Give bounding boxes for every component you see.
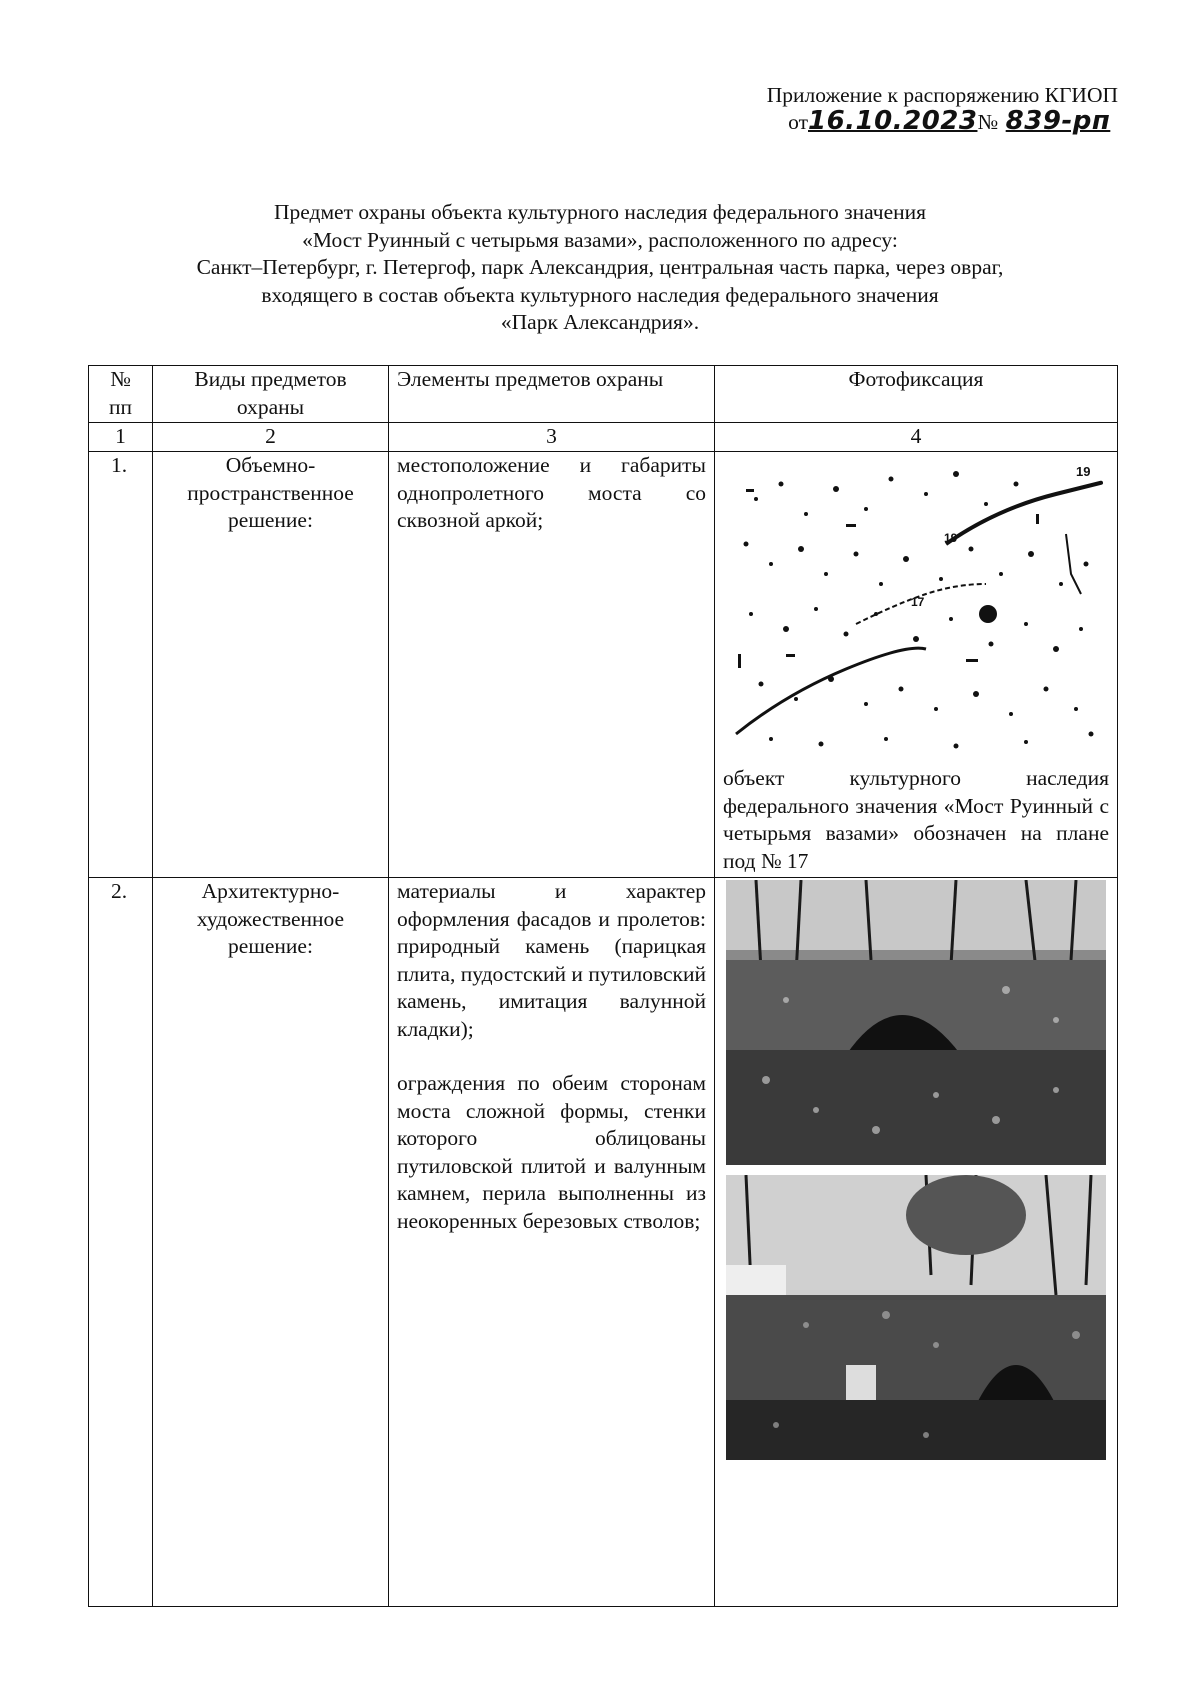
title-line-5: «Парк Александрия».: [500, 310, 700, 334]
row-photo: [715, 452, 1118, 878]
index-cell: 2: [153, 423, 389, 452]
header-elements: Элементы предметов охраны: [389, 366, 715, 423]
protection-table: [88, 365, 1118, 1607]
title-line-3: Санкт–Петербург, г. Петергоф, парк Александрия, центральная часть парка, через овраг,: [196, 255, 1004, 279]
row-number: 1.: [89, 452, 153, 878]
appendix-line: Приложение к распоряжению КГИОП: [766, 83, 1118, 107]
handwritten-date: 16.10.2023: [808, 106, 978, 136]
header-num: № пп: [89, 366, 153, 423]
handwritten-number: 839-рп: [1005, 106, 1111, 136]
map-label-17: 17: [911, 595, 925, 609]
header-block: [767, 82, 1118, 135]
order-line: [767, 108, 1118, 135]
row-type: Архитектурно-художественное решение:: [153, 878, 389, 1607]
row-photo: [715, 878, 1118, 1607]
site-plan-map: [726, 454, 1106, 759]
header-photo: Фотофиксация: [715, 366, 1118, 423]
row-number: 2.: [89, 878, 153, 1607]
document-title: [120, 199, 1080, 337]
map-label-19: 19: [1076, 464, 1091, 479]
table-row: [89, 878, 1118, 1607]
index-cell: 1: [89, 423, 153, 452]
index-cell: 4: [715, 423, 1118, 452]
row-elements: [389, 878, 715, 1607]
from-prefix: от: [788, 110, 808, 134]
bridge-photo-1: [726, 880, 1106, 1165]
number-sign: №: [977, 110, 998, 134]
element-text: местоположение и габариты однопролетного моста со сквозной аркой;: [397, 453, 706, 532]
row-type: Объемно-пространственное решение:: [153, 452, 389, 878]
title-line-4: входящего в состав объекта культурного наследия федерального значения: [261, 282, 939, 307]
table-index-row: [89, 423, 1118, 452]
map-label-19: 19: [944, 531, 958, 545]
title-line-2: «Мост Руинный с четырьмя вазами», расположенного по адресу:: [302, 227, 898, 252]
bridge-photo-2: [726, 1175, 1106, 1460]
table-row: [89, 452, 1118, 878]
row-elements: [389, 452, 715, 878]
element-text: ограждения по обеим сторонам моста сложной формы, стенки которого облицованы путиловской плитой и валунным камнем, перила выполненны из неокоренных березовых стволов;: [397, 1071, 706, 1233]
header-type: Виды предметов охраны: [153, 366, 389, 423]
index-cell: 3: [389, 423, 715, 452]
map-caption: объект культурного наследия федерального значения «Мост Руинный с четырьмя вазами» обозначен на плане под № 17: [723, 766, 1109, 873]
element-text: материалы и характер оформления фасадов и пролетов: природный камень (парицкая плита, пудостский и путиловский камень, имитация валунной кладки);: [397, 879, 706, 1041]
title-line-1: Предмет охраны объекта культурного наследия федерального значения: [273, 200, 927, 224]
table-header-row: [89, 366, 1118, 423]
